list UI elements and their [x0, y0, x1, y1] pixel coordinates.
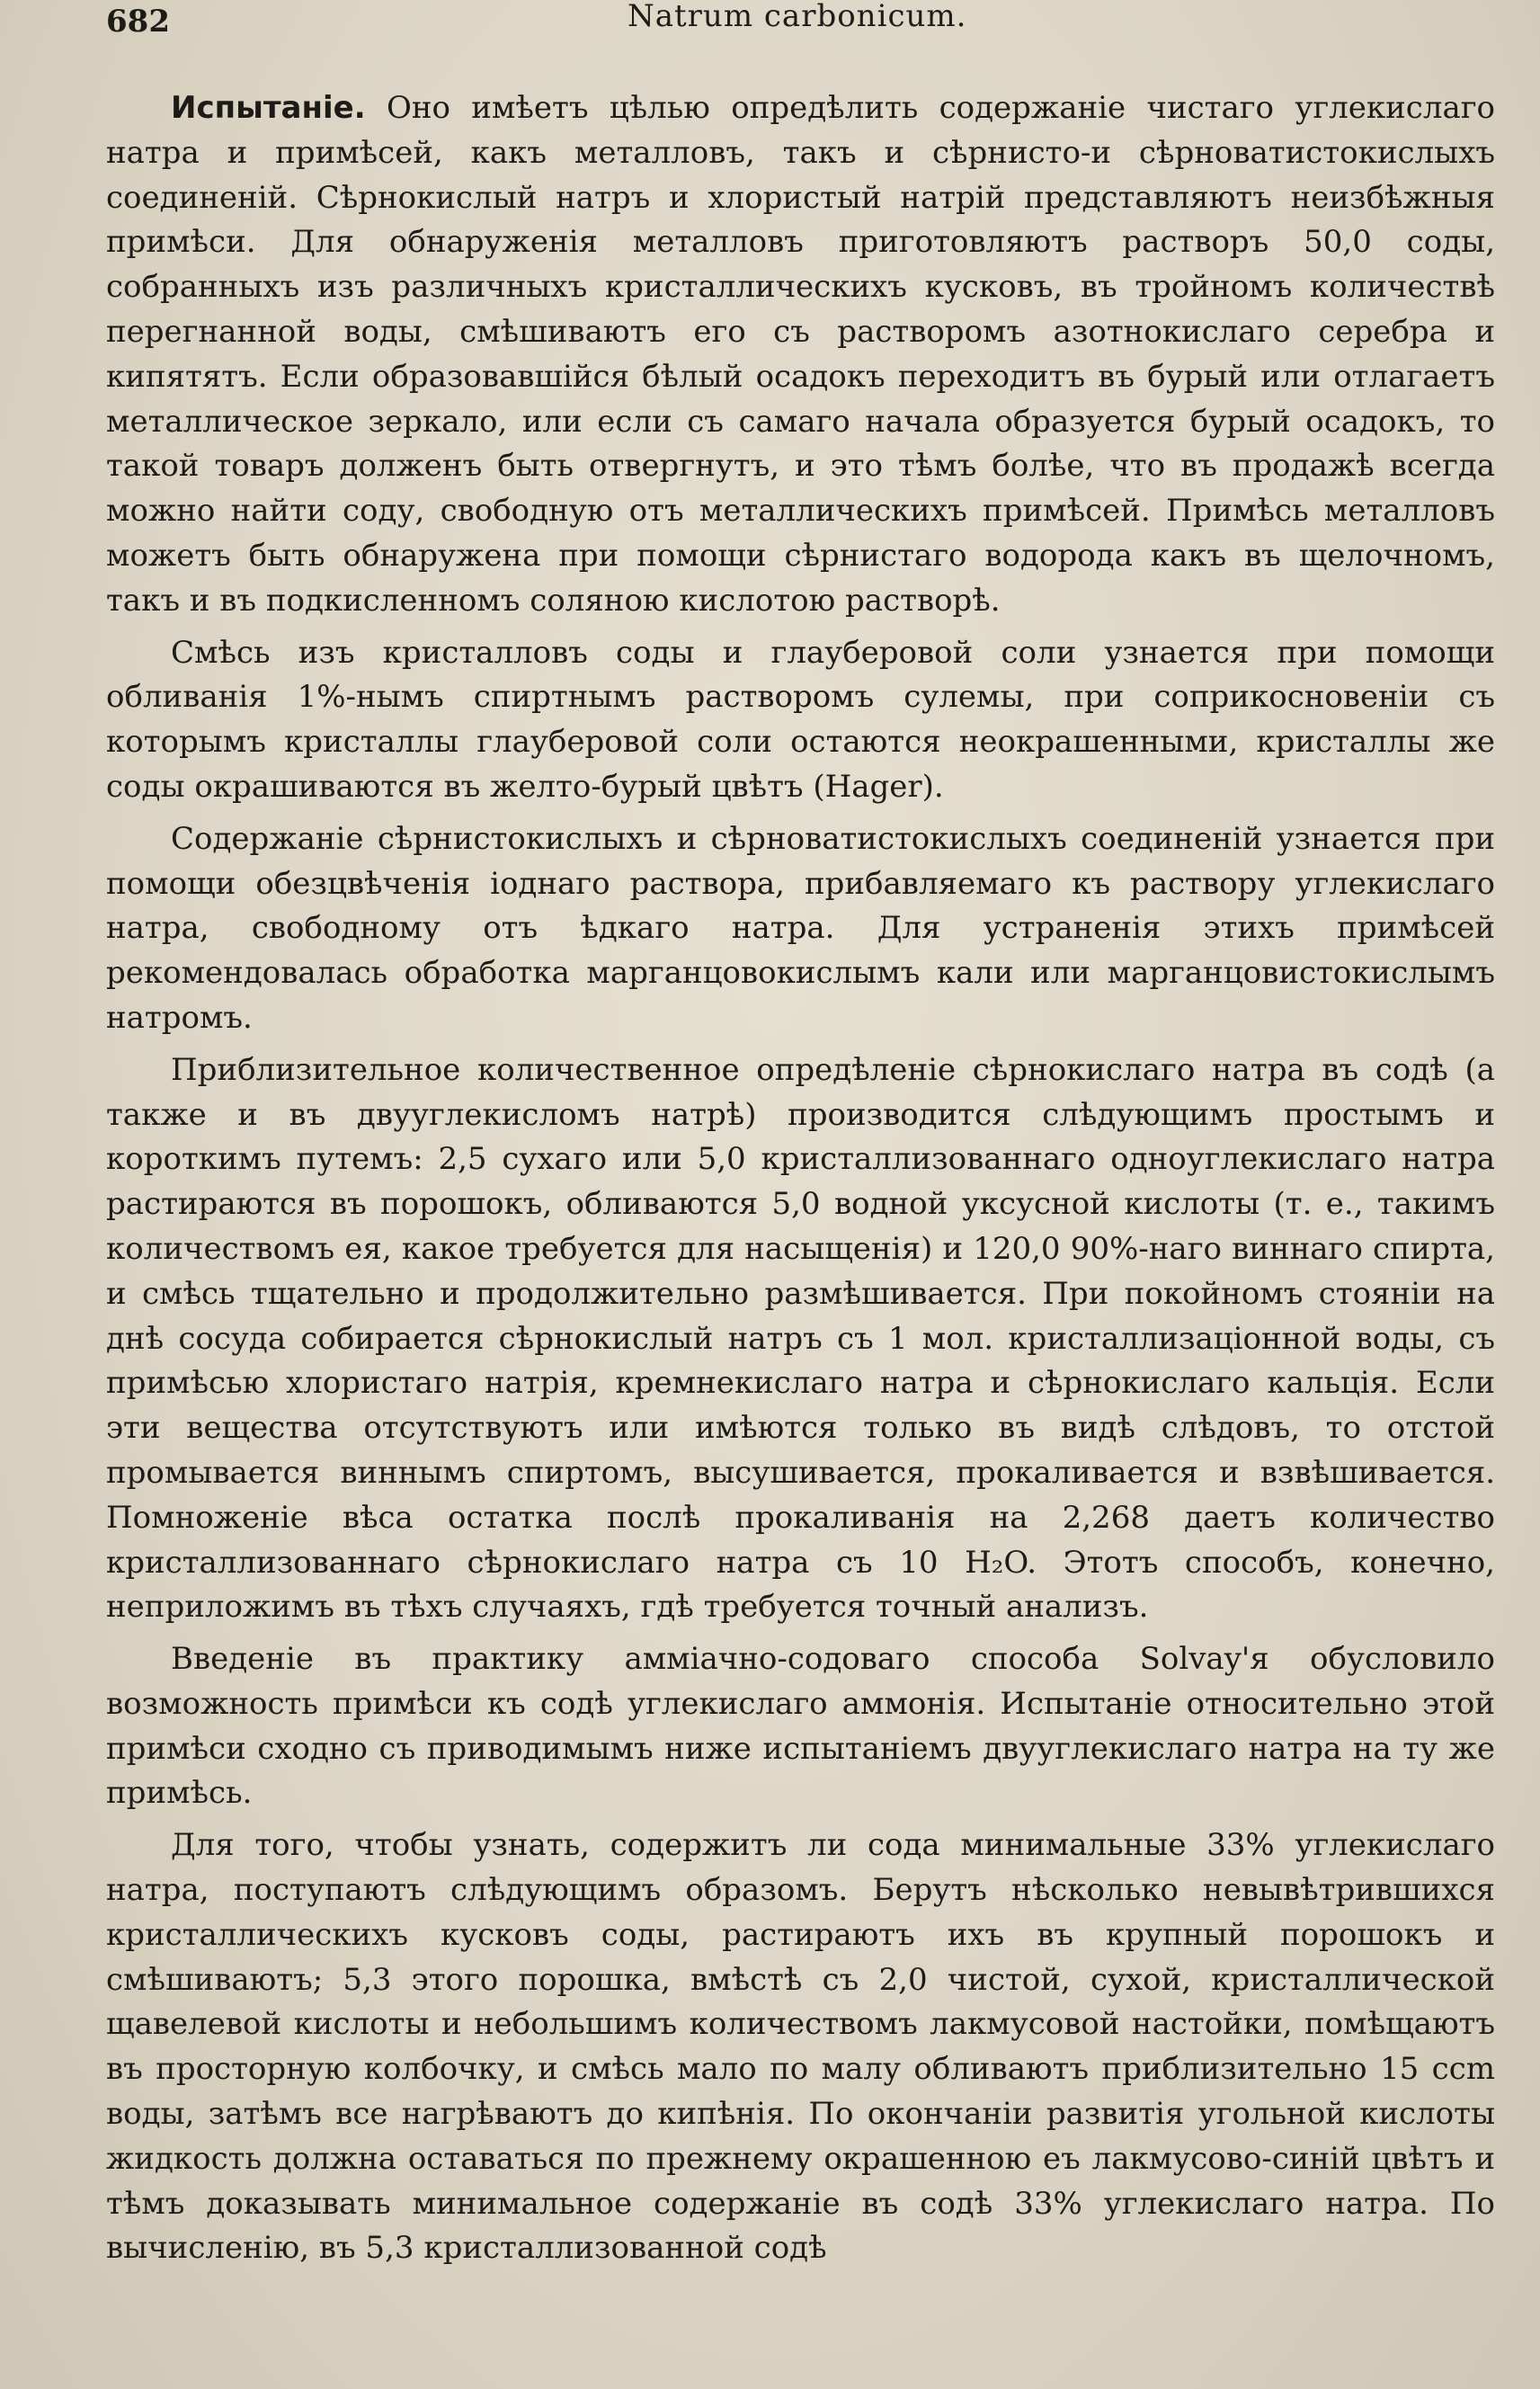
- paragraph-sulfites: Содержаніе сѣрнистокислыхъ и сѣрноватистокислыхъ соединеній узнается при помощи обезцвѣченія іоднаго раствора, прибавляемаго къ раствору углекислаго натра, свободному отъ ѣдкаго натра. Для устраненія этихъ примѣсей рекомендовалась обработка марганцовокислымъ кали или марганцовистокислымъ натромъ.: [106, 820, 1495, 1036]
- page-number: 682: [106, 4, 170, 40]
- paragraph-solvay: Введеніе въ практику амміачно-содоваго способа Solvay'я обусловило возможность примѣси къ содѣ углекислаго аммонія. Испытаніе относительно этой примѣси сходно съ приводимымъ ниже испытаніемъ двууглекислаго натра на ту же примѣсь.: [106, 1641, 1495, 1812]
- paragraph-testing: [106, 86, 1495, 624]
- paragraph-text: Оно имѣетъ цѣлью опредѣлить содержаніе чистаго углекислаго натра и примѣсей, какъ металловъ, такъ и сѣрнисто-и сѣрноватистокислыхъ соединеній. Сѣрнокислый натръ и хлористый натрій представляютъ неизбѣжныя примѣси. Для обнаруженія металловъ приготовляютъ растворъ 50,0 соды, собранныхъ изъ различныхъ кристаллическихъ кусковъ, въ тройномъ количествѣ перегнанной воды, смѣшиваютъ его съ растворомъ азотнокислаго серебра и кипятятъ. Если образовавшійся бѣлый осадокъ переходитъ въ бурый или отлагаетъ металлическое зеркало, или если съ самаго начала образуется бурый осадокъ, то такой товаръ долженъ быть отвергнутъ, и это тѣмъ болѣе, что въ продажѣ всегда можно найти соду, свободную отъ металлическихъ примѣсей. Примѣсь металловъ можетъ быть обнаружена при помощи сѣрнистаго водорода какъ въ щелочномъ, такъ и въ подкисленномъ соляною кислотою растворѣ.: [106, 90, 1496, 619]
- paragraph-minimum-content: Для того, чтобы узнать, содержитъ ли сода минимальные 33% углекислаго натра, поступаютъ слѣдующимъ образомъ. Берутъ нѣсколько невывѣтрившихся кристаллическихъ кусковъ соды, растираютъ ихъ въ крупный порошокъ и смѣшиваютъ; 5,3 этого порошка, вмѣстѣ съ 2,0 чистой, сухой, кристаллической щавелевой кислоты и небольшимъ количествомъ лакмусовой настойки, помѣщаютъ въ просторную колбочку, и смѣсь мало по малу обливаютъ приблизительно 15 ccm воды, затѣмъ все нагрѣваютъ до кипѣнія. По окончаніи развитія угольной кислоты жидкость должна оставаться по прежнему окрашенною еъ лакмусово-синій цвѣтъ и тѣмъ доказывать минимальное содержаніе въ содѣ 33% углекислаго натра. По вычисленію, въ 5,3 кристаллизованной содѣ: [106, 1827, 1495, 2267]
- body-text: [106, 86, 1495, 2271]
- page-header: [106, 0, 1495, 61]
- paragraph-glauber-salt: Смѣсь изъ кристалловъ соды и глауберовой соли узнается при помощи обливанія 1%-нымъ спиртнымъ растворомъ сулемы, при соприкосновеніи съ которымъ кристаллы глауберовой соли остаются неокрашенными, кристаллы же соды окрашиваются въ желто-бурый цвѣтъ (Hager).: [106, 634, 1495, 805]
- running-title: Natrum carbonicum.: [628, 0, 967, 34]
- paragraph-sulfate-determination: Приблизительное количественное опредѣленіе сѣрнокислаго натра въ содѣ (а также и въ двууглекисломъ натрѣ) производится слѣдующимъ простымъ и короткимъ путемъ: 2,5 сухаго или 5,0 кристаллизованнаго одноуглекислаго натра растираются въ порошокъ, обливаются 5,0 водной уксусной кислоты (т. е., такимъ количествомъ ея, какое требуется для насыщенія) и 120,0 90%-наго виннаго спирта, и смѣсь тщательно и продолжительно размѣшивается. При покойномъ стояніи на днѣ сосуда собирается сѣрнокислый натръ съ 1 мол. кристаллизаціонной воды, съ примѣсью хлористаго натрія, кремнекислаго натра и сѣрнокислаго кальція. Если эти вещества отсутствуютъ или имѣются только въ видѣ слѣдовъ, то отстой промывается виннымъ спиртомъ, высушивается, прокаливается и взвѣшивается. Помноженіе вѣса остатка послѣ прокаливанія на 2,268 даетъ количество кристаллизованнаго сѣрнокислаго натра съ 10 H₂O. Этотъ способъ, конечно, неприложимъ въ тѣхъ случаяхъ, гдѣ требуется точный анализъ.: [106, 1051, 1495, 1626]
- paragraph-lead: Испытаніе.: [171, 90, 366, 126]
